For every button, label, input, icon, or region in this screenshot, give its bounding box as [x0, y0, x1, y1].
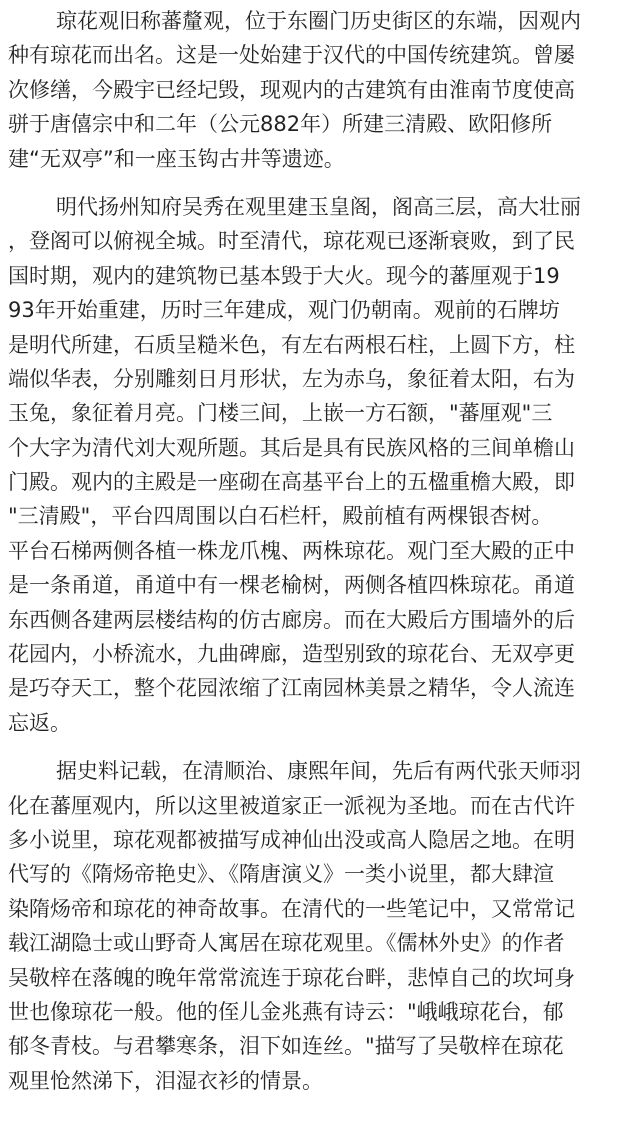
text-line: 代写的《隋炀帝艳史》、《隋唐演义》一类小说里，都大肆渲 [8, 862, 554, 887]
text-line: 是明代所建，石质呈糙米色，有左右两根石柱，上圆下方，柱 [8, 332, 575, 357]
text-line: 个大字为清代刘大观所题。其后是具有民族风格的三间单檐山 [8, 435, 575, 460]
text-line: 世也像琼花一般。他的侄儿金兆燕有诗云："峨峨琼花台，郁 [8, 999, 564, 1024]
paragraph-3 [8, 754, 634, 1098]
text-line: 琼花观旧称蕃釐观，位于东圈门历史街区的东端，因观内 [56, 9, 581, 33]
text-line: 次修缮，今殿宇已经圮毁，现观内的古建筑有由淮南节度使高 [8, 77, 575, 102]
text-line: 种有琼花而出名。这是一处始建于汉代的中国传统建筑。曾屡 [8, 43, 575, 68]
text-line: 观里怆然涕下，泪湿衣衫的情景。 [8, 1068, 323, 1093]
text-line: 东西侧各建两层楼结构的仿古廊房。而在大殿后方围墙外的后 [8, 607, 575, 632]
text-line: 据史料记载，在清顺治、康熙年间，先后有两代张天师羽 [56, 759, 581, 784]
text-line: 染隋炀帝和琼花的神奇故事。在清代的一些笔记中，又常常记 [8, 896, 575, 921]
text-line: 明代扬州知府吴秀在观里建玉皇阁，阁高三层，高大壮丽 [56, 194, 581, 219]
paragraph-1 [8, 4, 634, 176]
text-line: 花园内，小桥流水，九曲碑廊，造型别致的琼花台、无双亭更 [8, 642, 575, 667]
text-line: 93年开始重建，历时三年建成，观门仍朝南。观前的石牌坊 [8, 298, 560, 323]
text-line: 是巧夺天工，整个花园浓缩了江南园林美景之精华，令人流连 [8, 676, 575, 701]
text-line: 多小说里，琼花观都被描写成神仙出没或高人隐居之地。在明 [8, 827, 575, 852]
text-line: 平台石梯两侧各植一株龙爪槐、两株琼花。观门至大殿的正中 [8, 538, 575, 563]
text-line: 是一条甬道，甬道中有一棵老榆树，两侧各植四株琼花。甬道 [8, 573, 575, 598]
text-line: 骈于唐僖宗中和二年（公元882年）所建三清殿、欧阳修所 [8, 112, 553, 137]
text-line: 忘返。 [8, 710, 71, 735]
text-line: 建“无双亭”和一座玉钩古井等遗迹。 [8, 146, 345, 171]
text-line: 端似华表，分别雕刻日月形状，左为赤乌，象征着太阳，右为 [8, 366, 575, 391]
text-line: 郁冬青枝。与君攀寒条，泪下如连丝。"描写了吴敬梓在琼花 [8, 1034, 564, 1059]
paragraph-2 [8, 190, 634, 740]
text-line: 载江湖隐士或山野奇人寓居在琼花观里。《儒林外史》的作者 [8, 931, 565, 956]
text-line: 玉兔，象征着月亮。门楼三间，上嵌一方石额，"蕃厘观"三 [8, 401, 553, 426]
text-line: 吴敬梓在落魄的晚年常常流连于琼花台畔，悲悼自己的坎坷身 [8, 965, 575, 990]
article-body [8, 4, 634, 1098]
text-line: "三清殿"，平台四周围以白石栏杆，殿前植有两棵银杏树。 [8, 504, 553, 529]
text-line: ，登阁可以俯视全城。时至清代，琼花观已逐渐衰败，到了民 [8, 229, 575, 254]
text-line: 化在蕃厘观内，所以这里被道家正一派视为圣地。而在古代许 [8, 793, 575, 818]
text-line: 门殿。观内的主殿是一座砌在高基平台上的五楹重檐大殿，即 [8, 470, 575, 495]
text-line: 国时期，观内的建筑物已基本毁于大火。现今的蕃厘观于19 [8, 263, 560, 288]
